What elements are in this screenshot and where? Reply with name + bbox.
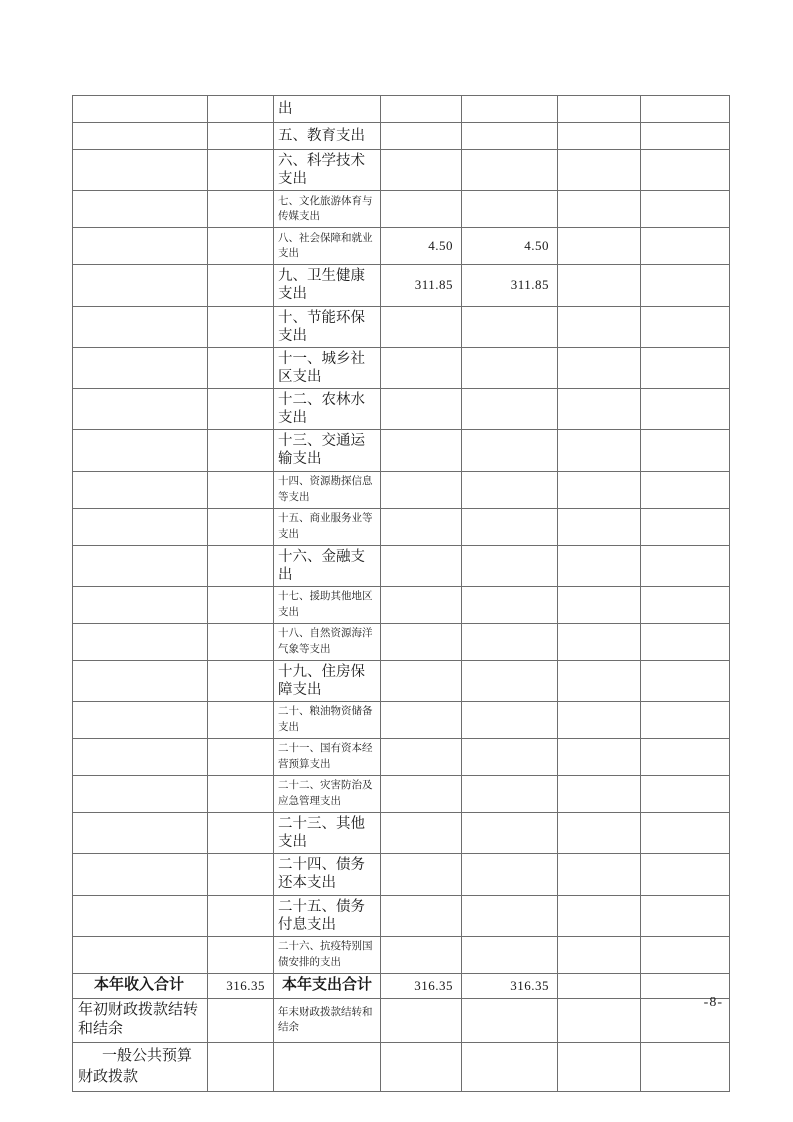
table-cell: [73, 123, 208, 150]
table-cell: 本年支出合计: [274, 973, 381, 998]
table-cell: [73, 471, 208, 508]
budget-table: [72, 95, 730, 1092]
table-row: [73, 1042, 730, 1091]
table-cell: [558, 854, 641, 895]
table-cell: [208, 776, 274, 813]
table-cell: [381, 998, 462, 1042]
table-cell: [462, 471, 558, 508]
table-cell: [558, 96, 641, 123]
table-cell: [73, 96, 208, 123]
table-row: [73, 813, 730, 854]
table-cell: 十四、资源勘探信息等支出: [274, 471, 381, 508]
table-cell: 六、科学技术支出: [274, 150, 381, 191]
table-row: [73, 998, 730, 1042]
table-cell: 316.35: [381, 973, 462, 998]
table-cell: [208, 191, 274, 228]
table-cell: [208, 623, 274, 660]
table-cell: [641, 936, 730, 973]
table-cell: 二十二、灾害防治及应急管理支出: [274, 776, 381, 813]
table-cell: [381, 347, 462, 388]
table-cell: 4.50: [381, 228, 462, 265]
table-cell: 十八、自然资源海洋气象等支出: [274, 623, 381, 660]
table-row: [73, 228, 730, 265]
table-cell: 十九、住房保障支出: [274, 660, 381, 701]
table-cell: [641, 123, 730, 150]
table-cell: [558, 776, 641, 813]
table-cell: [73, 936, 208, 973]
table-cell: [208, 936, 274, 973]
table-cell: [641, 813, 730, 854]
table-cell: [73, 191, 208, 228]
table-cell: [381, 191, 462, 228]
table-cell: 本年收入合计: [73, 973, 208, 998]
table-cell: [558, 623, 641, 660]
table-cell: [462, 508, 558, 545]
table-cell: [462, 854, 558, 895]
table-cell: [462, 123, 558, 150]
table-row: [73, 739, 730, 776]
table-cell: 五、教育支出: [274, 123, 381, 150]
table-cell: [558, 936, 641, 973]
table-cell: [73, 150, 208, 191]
table-cell: [462, 813, 558, 854]
table-cell: 316.35: [208, 973, 274, 998]
table-cell: 七、文化旅游体育与传媒支出: [274, 191, 381, 228]
table-cell: [641, 471, 730, 508]
table-row: [73, 936, 730, 973]
table-cell: 二十一、国有资本经营预算支出: [274, 739, 381, 776]
table-cell: [208, 739, 274, 776]
table-cell: [558, 265, 641, 306]
table-cell: [73, 265, 208, 306]
table-cell: [641, 96, 730, 123]
table-cell: 二十三、其他支出: [274, 813, 381, 854]
table-row: [73, 389, 730, 430]
table-row: [73, 96, 730, 123]
table-cell: [381, 430, 462, 471]
table-cell: [558, 123, 641, 150]
table-cell: [73, 430, 208, 471]
table-cell: [73, 813, 208, 854]
table-cell: [558, 306, 641, 347]
table-row: [73, 191, 730, 228]
table-cell: [381, 389, 462, 430]
page-number: -8-: [703, 995, 723, 1010]
table-cell: [381, 508, 462, 545]
table-cell: [208, 430, 274, 471]
table-cell: 一般公共预算财政拨款: [73, 1042, 208, 1091]
table-cell: 二十四、债务还本支出: [274, 854, 381, 895]
table-cell: [73, 508, 208, 545]
table-cell: [558, 813, 641, 854]
table-cell: [208, 508, 274, 545]
table-cell: [462, 191, 558, 228]
table-cell: [381, 586, 462, 623]
table-cell: [73, 623, 208, 660]
table-cell: 十七、援助其他地区支出: [274, 586, 381, 623]
table-cell: 年末财政拨款结转和结余: [274, 998, 381, 1042]
table-cell: [73, 739, 208, 776]
table-cell: [641, 586, 730, 623]
table-cell: [462, 623, 558, 660]
table-cell: [73, 389, 208, 430]
table-cell: [558, 389, 641, 430]
table-row: [73, 854, 730, 895]
table-row: [73, 895, 730, 936]
table-cell: [381, 739, 462, 776]
table-cell: [208, 1042, 274, 1091]
table-cell: [558, 228, 641, 265]
table-cell: [641, 150, 730, 191]
table-cell: [558, 702, 641, 739]
table-cell: 311.85: [381, 265, 462, 306]
table-row: [73, 586, 730, 623]
table-cell: [381, 545, 462, 586]
table-cell: [558, 545, 641, 586]
table-cell: [381, 123, 462, 150]
table-cell: [208, 895, 274, 936]
table-cell: [558, 150, 641, 191]
table-row: [73, 265, 730, 306]
table-cell: [381, 776, 462, 813]
table-cell: [462, 998, 558, 1042]
table-cell: [208, 545, 274, 586]
table-cell: 十六、金融支出: [274, 545, 381, 586]
table-cell: [462, 776, 558, 813]
table-row: [73, 660, 730, 701]
table-cell: [381, 936, 462, 973]
table-cell: [462, 936, 558, 973]
table-cell: [558, 973, 641, 998]
table-cell: 二十六、抗疫特别国债安排的支出: [274, 936, 381, 973]
table-cell: [641, 265, 730, 306]
table-cell: [641, 854, 730, 895]
table-cell: [462, 96, 558, 123]
table-cell: 二十、粮油物资储备支出: [274, 702, 381, 739]
table-cell: [208, 306, 274, 347]
table-cell: [208, 471, 274, 508]
table-cell: [208, 96, 274, 123]
table-cell: [208, 150, 274, 191]
table-cell: [73, 586, 208, 623]
table-cell: [73, 854, 208, 895]
table-cell: [641, 895, 730, 936]
table-cell: [462, 895, 558, 936]
table-cell: [462, 660, 558, 701]
table-cell: [462, 306, 558, 347]
table-cell: 311.85: [462, 265, 558, 306]
table-cell: [641, 191, 730, 228]
table-row: [73, 471, 730, 508]
table-cell: [208, 998, 274, 1042]
table-cell: [208, 586, 274, 623]
table-cell: [641, 1042, 730, 1091]
table-cell: 316.35: [462, 973, 558, 998]
table-cell: [73, 228, 208, 265]
table-cell: [462, 702, 558, 739]
table-cell: [208, 854, 274, 895]
table-cell: [73, 347, 208, 388]
budget-table-body: [73, 96, 730, 1092]
table-cell: [641, 508, 730, 545]
table-cell: [73, 306, 208, 347]
table-cell: [558, 430, 641, 471]
table-cell: [208, 702, 274, 739]
table-cell: [558, 739, 641, 776]
table-row: [73, 545, 730, 586]
table-cell: 八、社会保障和就业支出: [274, 228, 381, 265]
table-cell: [381, 623, 462, 660]
table-cell: 二十五、债务付息支出: [274, 895, 381, 936]
table-cell: [381, 1042, 462, 1091]
table-cell: [641, 389, 730, 430]
table-cell: [462, 150, 558, 191]
table-cell: [641, 306, 730, 347]
table-cell: [381, 96, 462, 123]
table-cell: [558, 660, 641, 701]
table-cell: 年初财政拨款结转和结余: [73, 998, 208, 1042]
table-cell: 十三、交通运输支出: [274, 430, 381, 471]
table-cell: 出: [274, 96, 381, 123]
table-cell: [462, 739, 558, 776]
table-cell: [381, 150, 462, 191]
table-row: [73, 623, 730, 660]
table-row: [73, 123, 730, 150]
table-cell: 4.50: [462, 228, 558, 265]
table-cell: [381, 854, 462, 895]
table-cell: [641, 702, 730, 739]
table-cell: 十二、农林水支出: [274, 389, 381, 430]
table-row: [73, 306, 730, 347]
table-cell: [381, 306, 462, 347]
table-cell: [73, 545, 208, 586]
table-cell: [641, 739, 730, 776]
table-row: [73, 347, 730, 388]
table-row: [73, 702, 730, 739]
table-cell: [208, 228, 274, 265]
table-row: [73, 776, 730, 813]
table-cell: [558, 895, 641, 936]
table-cell: [462, 347, 558, 388]
table-cell: [462, 1042, 558, 1091]
table-cell: [208, 347, 274, 388]
table-cell: 九、卫生健康支出: [274, 265, 381, 306]
table-cell: [73, 895, 208, 936]
table-cell: [73, 660, 208, 701]
table-cell: [641, 545, 730, 586]
table-row: [73, 973, 730, 998]
table-cell: [641, 776, 730, 813]
table-cell: [381, 471, 462, 508]
table-cell: [462, 430, 558, 471]
table-cell: [381, 702, 462, 739]
table-cell: [641, 660, 730, 701]
table-cell: [558, 191, 641, 228]
table-cell: [641, 623, 730, 660]
table-cell: [208, 813, 274, 854]
table-cell: 十一、城乡社区支出: [274, 347, 381, 388]
table-cell: [208, 389, 274, 430]
table-row: [73, 508, 730, 545]
table-cell: [558, 347, 641, 388]
table-cell: [381, 895, 462, 936]
table-cell: [558, 508, 641, 545]
table-cell: 十五、商业服务业等支出: [274, 508, 381, 545]
table-cell: [641, 228, 730, 265]
table-cell: [558, 586, 641, 623]
table-cell: [462, 389, 558, 430]
table-cell: [208, 265, 274, 306]
table-row: [73, 150, 730, 191]
table-cell: [641, 430, 730, 471]
table-row: [73, 430, 730, 471]
table-cell: [462, 545, 558, 586]
table-cell: [641, 347, 730, 388]
table-cell: [558, 471, 641, 508]
table-cell: [73, 776, 208, 813]
table-cell: [381, 813, 462, 854]
table-cell: [208, 123, 274, 150]
table-cell: [558, 998, 641, 1042]
table-cell: [274, 1042, 381, 1091]
table-cell: [462, 586, 558, 623]
table-cell: [558, 1042, 641, 1091]
table-cell: 十、节能环保支出: [274, 306, 381, 347]
table-cell: [208, 660, 274, 701]
table-cell: [381, 660, 462, 701]
table-cell: [73, 702, 208, 739]
